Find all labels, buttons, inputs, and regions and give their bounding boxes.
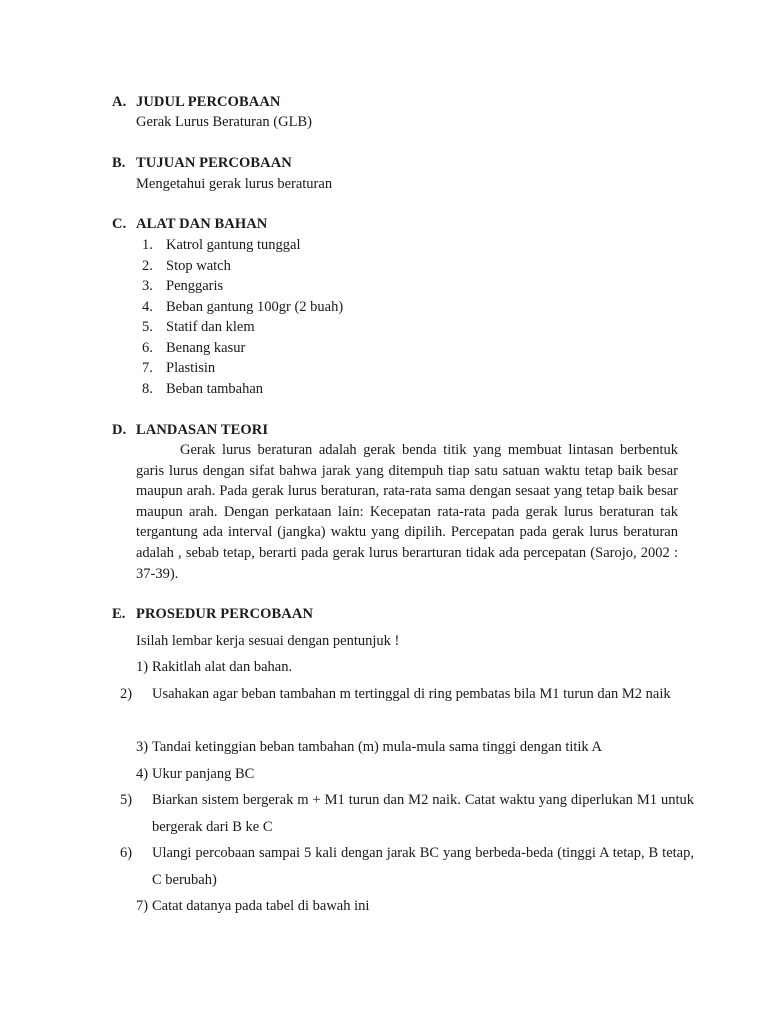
list-item (142, 319, 255, 336)
section-a-heading (112, 94, 281, 111)
procedure-step (120, 681, 694, 708)
list-item-number: 8. (142, 381, 153, 397)
list-item-text: Beban tambahan (166, 381, 264, 397)
section-c-title: ALAT DAN BAHAN (136, 216, 268, 232)
section-c-letter: C. (112, 216, 127, 232)
procedure-step-number: 5) (120, 792, 133, 808)
procedure-step-number: 3) (136, 739, 149, 755)
procedure-step-text: Catat datanya pada tabel di bawah ini (152, 898, 370, 914)
list-item (142, 360, 215, 377)
procedure-step-text: Tandai ketinggian beban tambahan (m) mula-mula sama tinggi dengan titik A (152, 739, 602, 755)
theory-paragraph: Gerak lurus beraturan adalah gerak benda titik yang membuat lintasan berbentuk garis lurus dengan sifat bahwa jarak yang ditempuh tiap satu satuan waktu tetap baik besar maupun arah. Pada gerak lurus beraturan, rata-rata sama dengan sesaat yang tetap baik besar maupun arah. Dengan perkataan lain: Kecepatan rata-rata pada gerak lurus beraturan tak tergantung ada interval (jangka) waktu yang dipilih. Percepatan pada gerak lurus beraturan adalah , sebab tetap, berarti pada gerak lurus berarturan tidak ada percepatan (Sarojo, 2002 : 37-39). (136, 442, 678, 582)
list-item (142, 258, 231, 275)
list-item-number: 6. (142, 340, 153, 356)
list-item-text: Statif dan klem (166, 319, 255, 335)
procedure-intro: Isilah lembar kerja sesuai dengan pentunjuk ! (136, 633, 400, 649)
list-item-number: 7. (142, 360, 153, 376)
procedure-step-text: Ulangi percobaan sampai 5 kali dengan jarak BC yang berbeda-beda (tinggi A tetap, B tetap, C berubah) (152, 845, 694, 888)
section-a-content: Gerak Lurus Beraturan (GLB) (136, 114, 312, 130)
list-item-number: 3. (142, 278, 153, 294)
list-item-number: 4. (142, 299, 153, 315)
procedure-step (120, 787, 694, 840)
section-e-letter: E. (112, 606, 126, 622)
section-a-letter: A. (112, 94, 127, 110)
procedure-step (136, 734, 678, 761)
section-c-heading (112, 216, 267, 233)
procedure-step-number: 6) (120, 845, 133, 861)
procedure-step-text: Rakitlah alat dan bahan. (152, 659, 293, 675)
procedure-step (136, 893, 678, 920)
section-d-heading (112, 422, 268, 439)
list-item (142, 278, 223, 295)
list-item-number: 1. (142, 237, 153, 253)
procedure-step-text: Biarkan sistem bergerak m + M1 turun dan M2 naik. Catat waktu yang diperlukan M1 untuk bergerak dari B ke C (152, 792, 694, 835)
list-item-text: Benang kasur (166, 340, 246, 356)
procedure-step (120, 840, 694, 893)
procedure-step (136, 654, 678, 681)
procedure-step-text: Usahakan agar beban tambahan m tertinggal di ring pembatas bila M1 turun dan M2 naik (152, 686, 671, 702)
section-e-heading (112, 606, 313, 623)
section-a-title: JUDUL PERCOBAAN (136, 94, 281, 110)
list-item (142, 299, 343, 316)
procedure-step-number: 2) (120, 686, 133, 702)
section-d-letter: D. (112, 422, 127, 438)
section-b-content: Mengetahui gerak lurus beraturan (136, 176, 333, 192)
list-item-text: Penggaris (166, 278, 224, 294)
section-d-title: LANDASAN TEORI (136, 422, 269, 438)
section-b-heading (112, 155, 292, 172)
list-item-text: Beban gantung 100gr (2 buah) (166, 299, 344, 315)
list-item-text: Plastisin (166, 360, 216, 376)
section-e-title: PROSEDUR PERCOBAAN (136, 606, 314, 622)
list-item (142, 237, 301, 254)
procedure-step-number: 7) (136, 898, 149, 914)
list-item-text: Katrol gantung tunggal (166, 237, 301, 253)
procedure-step (136, 761, 678, 788)
list-item (142, 381, 263, 398)
procedure-step-number: 1) (136, 659, 149, 675)
procedure-step-number: 4) (136, 766, 149, 782)
section-b-letter: B. (112, 155, 126, 171)
list-item-text: Stop watch (166, 258, 231, 274)
procedure-step-text: Ukur panjang BC (152, 766, 255, 782)
list-item-number: 5. (142, 319, 153, 335)
list-item-number: 2. (142, 258, 153, 274)
list-item (142, 340, 245, 357)
section-b-title: TUJUAN PERCOBAAN (136, 155, 292, 171)
